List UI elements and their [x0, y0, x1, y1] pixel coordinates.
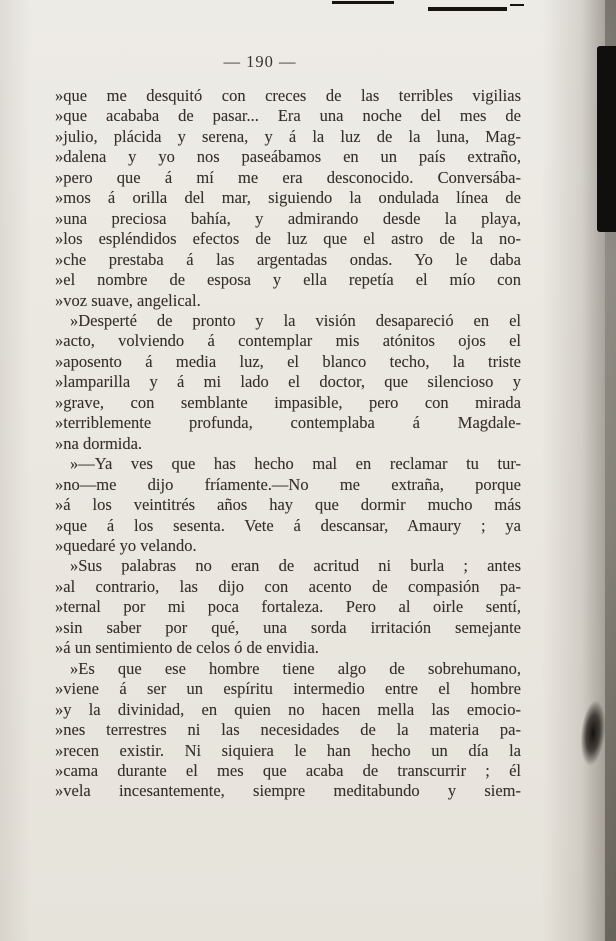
scan-artifact-line — [428, 7, 507, 11]
text-line: »recen existir. Ni siquiera le han hecho un día la — [55, 740, 521, 760]
text-line: »los espléndidos efectos de luz que el astro de la no- — [55, 229, 521, 249]
text-line: »mos á orilla del mar, siguiendo la ondulada línea de — [55, 188, 521, 208]
text-line: »Desperté de pronto y la visión desapareció en el — [70, 310, 521, 330]
text-line: »sin saber por qué, una sorda irritación semejante — [55, 617, 521, 637]
text-line: »ternal por mi poca fortaleza. Pero al oirle sentí, — [55, 597, 521, 617]
text-line: »que acababa de pasar... Era una noche del mes de — [55, 106, 521, 126]
text-line: »el nombre de esposa y ella repetía el mío con — [55, 270, 521, 290]
text-line: »voz suave, angelical. — [55, 290, 201, 310]
paragraph — [55, 311, 521, 454]
text-line: »aposento á media luz, el blanco techo, la triste — [55, 351, 521, 371]
text-line: »viene á ser un espíritu intermedio entre el hombre — [55, 679, 521, 699]
text-line: »nes terrestres ni las necesidades de la materia pa- — [55, 720, 521, 740]
text-line: »una preciosa bahía, y admirando desde la playa, — [55, 208, 521, 228]
text-line: »Es que ese hombre tiene algo de sobrehumano, — [70, 658, 521, 678]
text-line: »cama durante el mes que acaba de transcurrir ; él — [55, 760, 521, 780]
text-line: »no—me dijo fríamente.—No me extraña, porque — [55, 474, 521, 494]
paragraph — [55, 454, 521, 556]
text-line: »acto, volviendo á contemplar mis atónitos ojos el — [55, 331, 521, 351]
text-line: »terriblemente profunda, contemplaba á Magdale- — [55, 413, 521, 433]
text-line: »grave, con semblante impasible, pero con mirada — [55, 392, 521, 412]
paragraph — [55, 556, 521, 658]
text-line: »á los veintitrés años hay que dormir mucho más — [55, 495, 521, 515]
paragraph — [55, 86, 521, 311]
text-line: »na dormida. — [55, 433, 143, 453]
page-number: — 190 — — [223, 52, 297, 71]
text-line: »y la divinidad, en quien no hacen mella las emocio- — [55, 699, 521, 719]
binding-mark — [597, 46, 616, 232]
text-line: »lamparilla y á mi lado el doctor, que silencioso y — [55, 372, 521, 392]
text-line: »que me desquitó con creces de las terribles vigilias — [55, 86, 521, 105]
text-line: »julio, plácida y serena, y á la luz de la luna, Mag- — [55, 126, 521, 146]
text-line: »Sus palabras no eran de acritud ni burla ; antes — [70, 556, 521, 576]
paragraph — [55, 659, 521, 802]
text-line: »pero que á mí me era desconocido. Conversába- — [55, 167, 521, 187]
scan-artifact-line — [510, 4, 524, 6]
text-line: »quedaré yo velando. — [55, 535, 197, 555]
text-line: »dalena y yo nos paseábamos en un país extraño, — [55, 147, 521, 167]
text-line: »á un sentimiento de celos ó de envidia. — [55, 638, 319, 658]
text-line: »—Ya ves que has hecho mal en reclamar tu tur- — [70, 454, 521, 474]
page-text — [55, 86, 521, 802]
scan-artifact-line — [332, 1, 394, 4]
text-line: »al contrario, las dijo con acento de compasión pa- — [55, 576, 521, 596]
text-line: »vela incesantemente, siempre meditabundo y siem- — [55, 781, 521, 801]
text-line: »que á los sesenta. Vete á descansar, Amaury ; ya — [55, 515, 521, 535]
text-line: »che prestaba á las argentadas ondas. Yo le daba — [55, 249, 521, 269]
